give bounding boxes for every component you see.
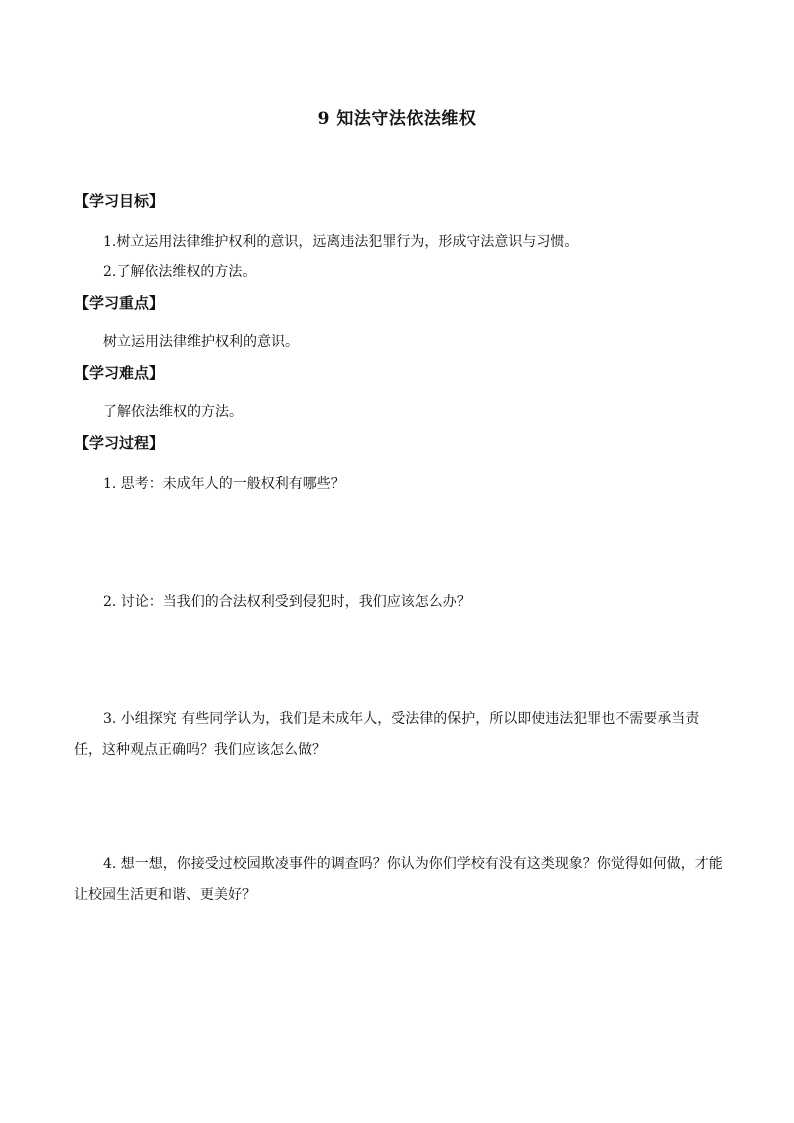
process-question-3: 3. 小组探究 有些同学认为，我们是未成年人，受法律的保护，所以即使违法犯罪也不需要承当责任，这种观点正确吗？我们应该怎么做？ bbox=[74, 711, 700, 758]
heading-learning-goals: 【学习目标】 bbox=[74, 192, 165, 210]
heading-learning-difficulty: 【学习难点】 bbox=[74, 364, 165, 382]
goal-item-1: 1.树立运用法律维护权利的意识，远离违法犯罪行为，形成守法意识与习惯。 bbox=[103, 234, 579, 250]
heading-learning-process: 【学习过程】 bbox=[74, 434, 165, 452]
heading-learning-focus: 【学习重点】 bbox=[74, 294, 165, 312]
process-question-1: 1. 思考：未成年人的一般权利有哪些？ bbox=[103, 476, 345, 492]
document-title: 9 知法守法依法维权 bbox=[317, 109, 477, 129]
goal-item-2: 2.了解依法维权的方法。 bbox=[103, 264, 257, 280]
difficulty-text: 了解依法维权的方法。 bbox=[103, 404, 243, 420]
process-question-2: 2. 讨论：当我们的合法权利受到侵犯时，我们应该怎么办？ bbox=[103, 594, 471, 610]
focus-text: 树立运用法律维护权利的意识。 bbox=[103, 334, 299, 350]
process-question-4: 4. 想一想，你接受过校园欺凌事件的调查吗？你认为你们学校有没有这类现象？你觉得如何做，才能让校园生活更和谐、更美好？ bbox=[74, 856, 723, 903]
